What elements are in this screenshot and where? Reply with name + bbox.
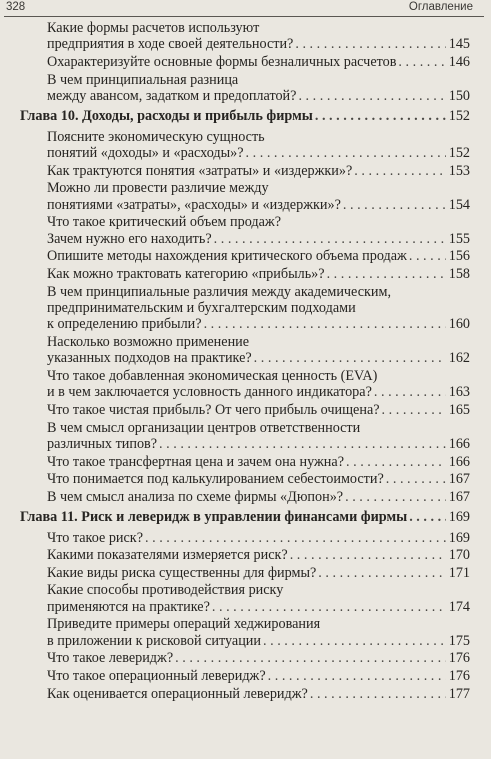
- toc-question-entry: [47, 54, 470, 70]
- toc-entry-text: Что такое риск?: [47, 529, 144, 546]
- toc-entry-text: указанных подходов на практике?: [47, 350, 252, 367]
- dot-leader: [354, 163, 446, 179]
- toc-entry-text: Глава 11. Риск и леверидж в управлении финансами фирмы: [20, 509, 408, 526]
- dot-leader: [268, 668, 446, 684]
- toc-question-entry: [47, 163, 470, 179]
- toc-question-entry: [47, 565, 470, 581]
- toc-entry-line: Что такое добавленная экономическая ценность (EVA): [47, 368, 378, 384]
- toc-page-number: 177: [448, 685, 470, 702]
- toc-entry-text: Охарактеризуйте основные формы безналичных расчетов: [47, 54, 397, 70]
- dot-leader: [145, 530, 446, 546]
- dot-leader: [246, 145, 446, 161]
- dot-leader: [159, 436, 446, 452]
- toc-entry-line: В чем принципиальные различия между академическим,: [47, 283, 392, 300]
- toc-chapter-entry: [20, 509, 470, 525]
- toc-question-entry: [47, 368, 470, 401]
- toc-entry-line: В чем принципиальная разница: [47, 71, 239, 88]
- toc-question-entry: [47, 72, 470, 105]
- dot-leader: [346, 454, 446, 470]
- toc-entry-line: Какие способы противодействия риску: [47, 582, 284, 599]
- dot-leader: [298, 88, 446, 104]
- toc-page-number: 154: [448, 196, 470, 213]
- dot-leader: [343, 197, 446, 213]
- dot-leader: [254, 350, 446, 366]
- toc-page-number: 165: [448, 402, 470, 418]
- page-number: 328: [6, 1, 26, 13]
- toc-question-entry: [47, 471, 470, 487]
- dot-leader: [386, 471, 446, 487]
- toc-entry-text: Как можно трактовать категорию «прибыль»?: [47, 266, 325, 282]
- toc-question-entry: [47, 489, 470, 505]
- toc-entry-text: понятий «доходы» и «расходы»?: [47, 145, 244, 162]
- toc-page-number: 169: [448, 529, 470, 546]
- toc-chapter-entry: [20, 108, 470, 124]
- dot-leader: [318, 565, 446, 581]
- toc-entry-text: Что такое трансфертная цена и зачем она нужна?: [47, 453, 344, 470]
- dot-leader: [204, 316, 446, 332]
- toc-page-number: 174: [448, 598, 470, 615]
- toc-entry-line: Какие формы расчетов используют: [47, 20, 260, 36]
- toc-page-number: 152: [448, 145, 470, 162]
- page-header: [0, 0, 491, 17]
- toc-page-number: 146: [448, 54, 470, 70]
- toc-page-number: 166: [448, 436, 470, 452]
- header-rule: [4, 16, 484, 17]
- toc-question-entry: [47, 334, 470, 367]
- toc-page-number: 176: [448, 667, 470, 684]
- toc-entry-line: В чем смысл организации центров ответственности: [47, 419, 361, 436]
- toc-page-number: 171: [448, 564, 470, 581]
- toc-entry-text: Как трактуются понятия «затраты» и «издержки»?: [47, 162, 353, 179]
- dot-leader: [310, 686, 446, 702]
- toc-question-entry: [47, 214, 470, 247]
- toc-page-number: 167: [448, 488, 470, 505]
- toc-entry-text: Какие виды риска существенны для фирмы?: [47, 564, 317, 581]
- toc-entry-text: понятиями «затраты», «расходы» и «издержки»?: [47, 196, 341, 213]
- dot-leader: [327, 266, 446, 282]
- toc-entry-text: Как оценивается операционный леверидж?: [47, 685, 308, 702]
- toc-entry-text: Зачем нужно его находить?: [47, 230, 212, 247]
- dot-leader: [398, 54, 446, 70]
- dot-leader: [374, 384, 446, 400]
- toc-entry-text: предприятия в ходе своей деятельности?: [47, 36, 294, 53]
- toc-entry-text: Какими показателями измеряется риск?: [47, 547, 288, 564]
- toc-page-number: 166: [448, 453, 470, 470]
- toc-entry-line: Что такое критический объем продаж?: [47, 214, 282, 231]
- toc-entry-text: Что такое операционный леверидж?: [47, 667, 266, 684]
- toc-page-number: 153: [448, 162, 470, 179]
- toc-entry-text: Что такое чистая прибыль? От чего прибыль очищена?: [47, 402, 380, 418]
- toc-page-number: 145: [448, 36, 470, 53]
- dot-leader: [409, 509, 446, 525]
- toc-page-number: 152: [448, 108, 470, 125]
- toc-question-entry: [47, 530, 470, 546]
- toc-question-entry: [47, 402, 470, 418]
- toc-entry-text: Глава 10. Доходы, расходы и прибыль фирмы: [20, 108, 313, 125]
- toc-page-number: 167: [448, 471, 470, 488]
- toc-entry-line: Насколько возможно применение: [47, 334, 250, 350]
- toc-question-entry: [47, 20, 470, 53]
- toc-page-number: 176: [448, 650, 470, 667]
- dot-leader: [212, 599, 446, 615]
- dot-leader: [315, 108, 446, 124]
- dot-leader: [345, 489, 446, 505]
- table-of-contents: [0, 20, 491, 703]
- dot-leader: [295, 36, 446, 52]
- toc-page-number: 156: [448, 248, 470, 265]
- toc-entry-text: к определению прибыли?: [47, 316, 202, 333]
- toc-page-number: 162: [448, 350, 470, 367]
- toc-question-entry: [47, 686, 470, 702]
- toc-question-entry: [47, 129, 470, 162]
- toc-page-number: 169: [448, 509, 470, 526]
- dot-leader: [382, 402, 446, 418]
- toc-entry-line: Приведите примеры операций хеджирования: [47, 616, 321, 633]
- toc-entry-text: в приложении к рисковой ситуации: [47, 632, 261, 649]
- toc-page-number: 170: [448, 547, 470, 564]
- toc-entry-text: применяются на практике?: [47, 598, 210, 615]
- toc-question-entry: [47, 266, 470, 282]
- toc-question-entry: [47, 454, 470, 470]
- toc-entry-text: Что такое леверидж?: [47, 650, 174, 667]
- dot-leader: [263, 633, 446, 649]
- toc-entry-text: В чем смысл анализа по схеме фирмы «Дюпон»?: [47, 488, 344, 505]
- dot-leader: [214, 231, 446, 247]
- toc-page-number: 155: [448, 230, 470, 247]
- toc-entry-text: Что понимается под калькулированием себестоимости?: [47, 471, 384, 488]
- toc-page-number: 175: [448, 632, 470, 649]
- toc-entry-line: предпринимательским и бухгалтерским подходами: [47, 300, 356, 316]
- toc-question-entry: [47, 668, 470, 684]
- dot-leader: [175, 650, 446, 666]
- toc-entry-text: и в чем заключается условность данного индикатора?: [47, 384, 372, 401]
- toc-page-number: 160: [448, 316, 470, 333]
- toc-question-entry: [47, 284, 470, 333]
- dot-leader: [409, 248, 446, 264]
- toc-question-entry: [47, 582, 470, 615]
- toc-question-entry: [47, 616, 470, 649]
- toc-page-number: 158: [448, 266, 470, 282]
- toc-question-entry: [47, 180, 470, 213]
- toc-page-number: 163: [448, 384, 470, 401]
- toc-question-entry: [47, 547, 470, 563]
- running-title: Оглавление: [408, 1, 473, 13]
- toc-entry-text: Опишите методы нахождения критического объема продаж: [47, 248, 407, 265]
- toc-entry-text: между авансом, задатком и предоплатой?: [47, 88, 297, 104]
- toc-entry-line: Поясните экономическую сущность: [47, 128, 265, 145]
- toc-entry-text: различных типов?: [47, 436, 158, 452]
- toc-question-entry: [47, 420, 470, 453]
- toc-question-entry: [47, 248, 470, 264]
- dot-leader: [290, 547, 446, 563]
- toc-entry-line: Можно ли провести различие между: [47, 180, 269, 197]
- toc-page-number: 150: [448, 88, 470, 104]
- toc-question-entry: [47, 650, 470, 666]
